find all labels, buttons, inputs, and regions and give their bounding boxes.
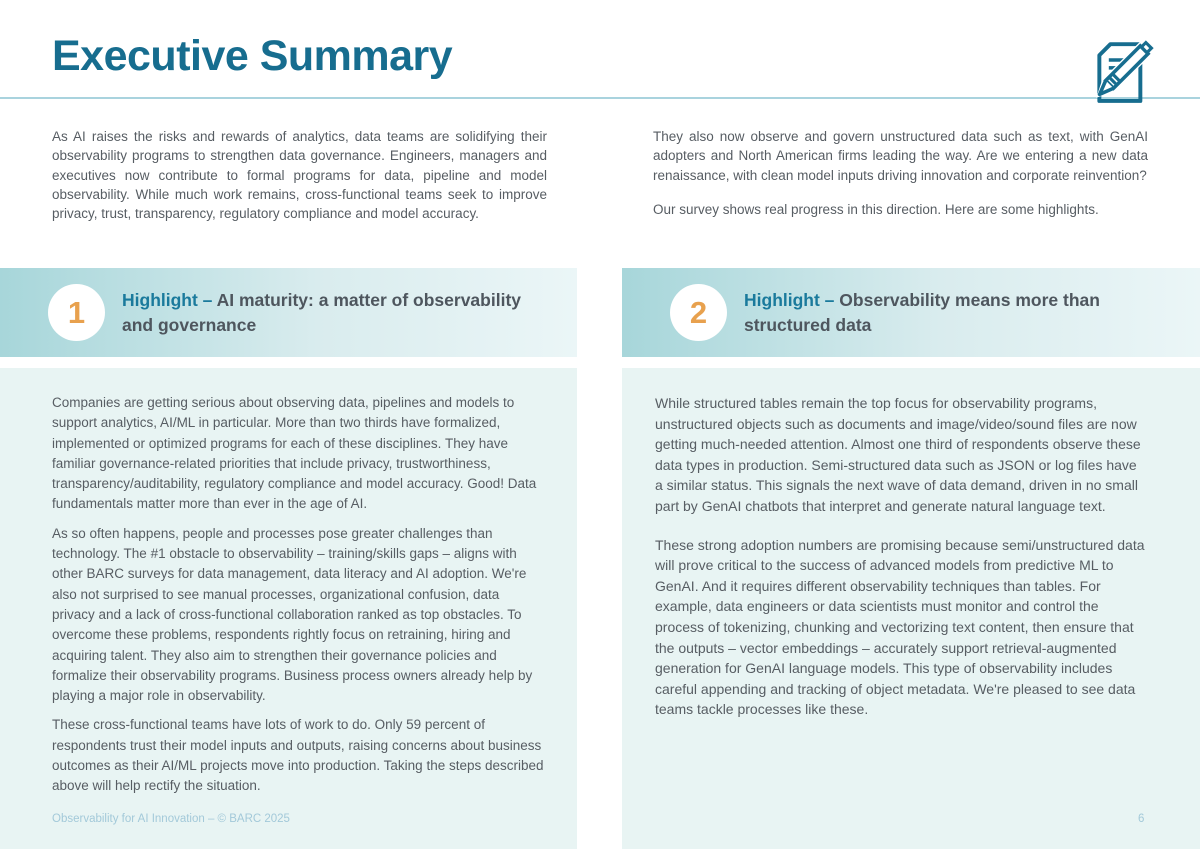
highlight-1-title xyxy=(122,288,577,336)
highlight-1-number: 1 xyxy=(67,294,86,330)
highlight-2-paragraph-2: These strong adoption numbers are promising because semi/unstructured data will prove critical to the success of advanced models from predictive ML to GenAI. And it requires different observability techniques than tables. For example, data engineers or data scientists must monitor and control the process of tokenizing, chunking and vectorizing text content, then ensure that the outputs – vector embeddings – accurately support retrieval-augmented generation for GenAI language models. This type of observability includes careful appending and tracking of object metadata. We're pleased to see data teams tackle processes like these. xyxy=(655,536,1145,718)
highlight-2-title-text: Observability means more than structured data xyxy=(744,290,1100,335)
highlight-1-paragraph-3: These cross-functional teams have lots of work to do. Only 59 percent of respondents trust their model inputs and outputs, raising concerns about business outcomes as their AI/ML projects move into production. Taking the steps described above will help rectify the situation. xyxy=(52,717,544,794)
highlight-2-body-panel xyxy=(622,368,1200,849)
footer-page-number: 6 xyxy=(1138,813,1145,825)
document-pen-icon xyxy=(1082,30,1164,112)
intro-left-paragraph: As AI raises the risks and rewards of analytics, data teams are solidifying their observability programs to strengthen data governance. Engineers, managers and executives now contribute to formal programs for data, pipeline and model observability. While much work remains, cross-functional teams seek to improve privacy, trust, transparency, regulatory compliance and model accuracy. xyxy=(52,129,547,222)
highlight-1-body xyxy=(0,368,577,797)
highlight-2-number: 2 xyxy=(689,294,708,330)
highlight-2-body xyxy=(622,368,1200,720)
highlight-1-label: Highlight – xyxy=(122,290,213,311)
page-title: Executive Summary xyxy=(52,32,453,80)
highlight-1-paragraph-1: Companies are getting serious about observing data, pipelines and models to support analytics, AI/ML in particular. More than two thirds have formalized, implemented or optimized programs for each of these disciplines. They have familiar governance-related priorities that include privacy, trustworthiness, transparency/auditability, regulatory compliance and model accuracy. Good! Data fundamentals matter more than ever in the age of AI. xyxy=(52,395,537,512)
highlight-2-title xyxy=(744,288,1200,336)
intro-right-column xyxy=(653,127,1148,234)
highlight-1-body-panel xyxy=(0,368,577,849)
highlight-2-paragraph-1: While structured tables remain the top focus for observability programs, unstructured objects such as documents and image/video/sound files are now getting much-needed attention. Almost one third of respondents observe these data types in production. Semi-structured data such as JSON or log files have a similar status. This signals the next wave of data demand, driven in no small part by GenAI chatbots that interpret and generate natural language text. xyxy=(655,395,1141,514)
highlight-2-label: Highlight – xyxy=(744,290,835,311)
highlight-1-paragraph-2: As so often happens, people and processes pose greater challenges than technology. The #1 obstacle to observability – training/skills gaps – aligns with other BARC surveys for data management, data literacy and AI adoption. We're also not surprised to see manual processes, organizational confusion, data privacy and a lack of cross-functional collaboration ranked as top obstacles. To overcome these problems, respondents rightly focus on retraining, hiring and acquiring talent. They also aim to strengthen their governance policies and formalize their observability programs. Business process owners already help by playing a major role in observability. xyxy=(52,525,533,704)
intro-right-paragraph-1: They also now observe and govern unstructured data such as text, with GenAI adopters and North American firms leading the way. Are we entering a new data renaissance, with clean model inputs driving innovation and corporate reinvention? xyxy=(653,129,1148,183)
highlight-2-header-band xyxy=(622,268,1200,357)
intro-right-paragraph-2: Our survey shows real progress in this direction. Here are some highlights. xyxy=(653,201,1099,217)
highlight-1-title-text: AI maturity: a matter of observability and governance xyxy=(122,290,522,335)
title-divider xyxy=(0,97,1200,99)
footer-report-title: Observability for AI Innovation – © BARC 2025 xyxy=(52,813,290,825)
highlight-2-number-badge xyxy=(670,284,727,341)
highlight-1-header-band xyxy=(0,268,577,357)
highlight-1-number-badge xyxy=(48,284,105,341)
